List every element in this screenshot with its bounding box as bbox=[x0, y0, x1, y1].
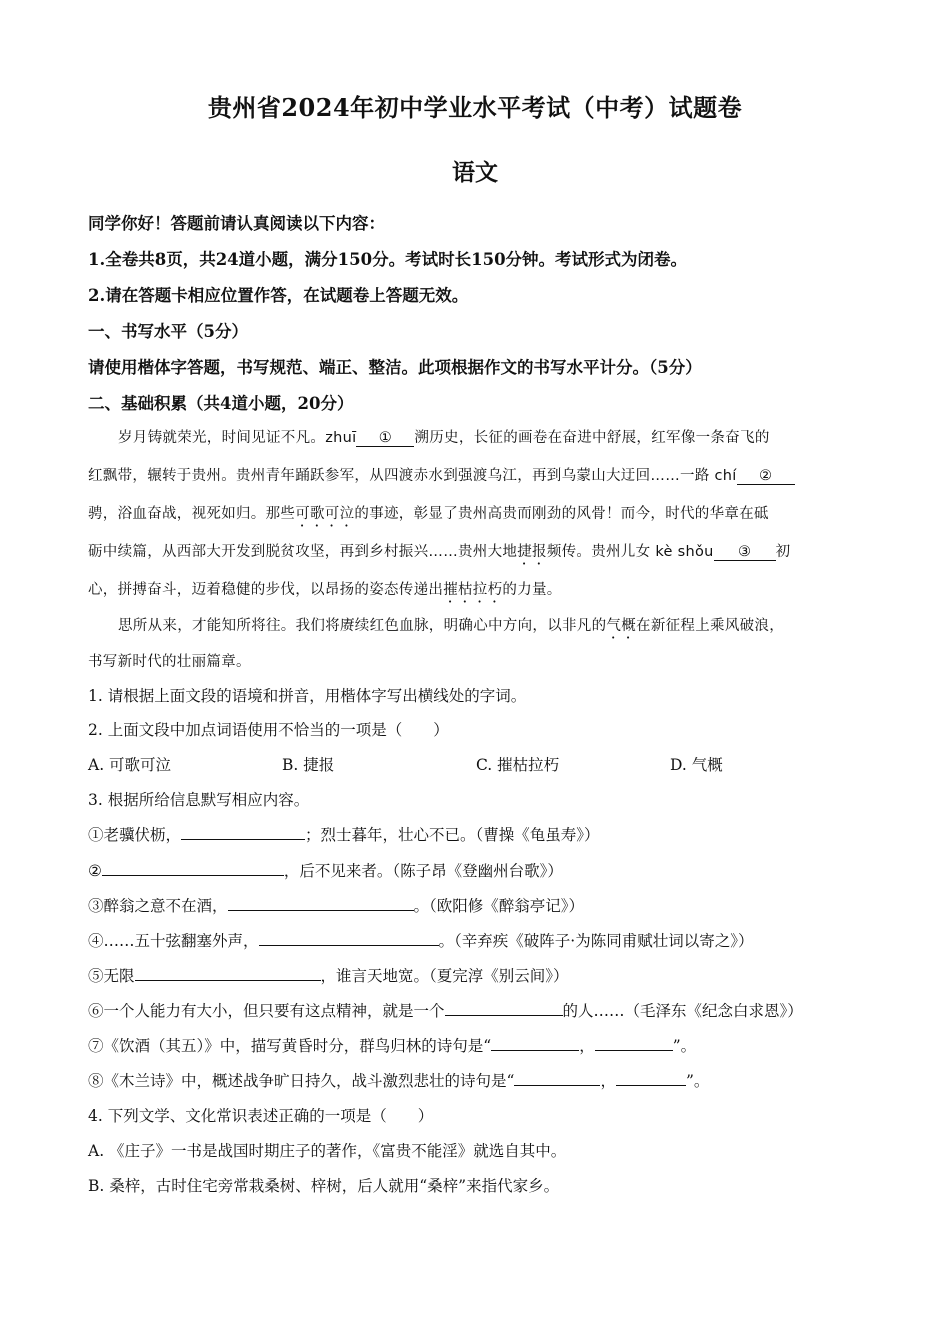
q4-option-a: A. 《庄子》一书是战国时期庄子的著作，《富贵不能淫》就选自其中。 bbox=[88, 1142, 567, 1160]
passage-line-4: 砺中续篇，从西部大开发到脱贫攻坚，再到乡村振兴……贵州大地捷报频传。贵州儿女 kè shǒu ③ 初 bbox=[88, 544, 791, 560]
question-3: 3. 根据所给信息默写相应内容。 bbox=[88, 791, 310, 809]
fill-blank bbox=[228, 910, 414, 911]
fill-blank bbox=[135, 980, 321, 981]
blank-1: ① bbox=[356, 430, 414, 447]
dotted-word-1: 可歌可泣 bbox=[295, 506, 355, 522]
q2-option-a: A. 可歌可泣 bbox=[88, 756, 172, 774]
section-1-text: 请使用楷体字答题，书写规范、端正、整洁。此项根据作文的书写水平计分。（5分） bbox=[88, 358, 702, 377]
q3-item-4: ④……五十弦翻塞外声， 。（辛弃疾《破阵子·为陈同甫赋壮词以寄之》） bbox=[88, 932, 754, 950]
q2-option-c: C. 摧枯拉朽 bbox=[476, 756, 560, 774]
section-1-heading: 一、书写水平（5分） bbox=[88, 322, 248, 341]
dotted-word-3: 摧枯拉朽 bbox=[443, 582, 503, 598]
notice-item-1: 1.全卷共8页，共24道小题，满分150分。考试时长150分钟。考试形式为闭卷。 bbox=[88, 250, 688, 269]
fill-blank bbox=[514, 1085, 600, 1086]
fill-blank bbox=[259, 945, 439, 946]
blank-2: ② bbox=[737, 468, 795, 485]
fill-blank bbox=[445, 1015, 563, 1016]
q3-item-8: ⑧《木兰诗》中，概述战争旷日持久，战斗激烈悲壮的诗句是“ ， ”。 bbox=[88, 1072, 710, 1090]
fill-blank bbox=[102, 875, 284, 876]
q3-item-6: ⑥一个人能力有大小，但只要有这点精神，就是一个 的人……（毛泽东《纪念白求恩》） bbox=[88, 1002, 803, 1020]
dotted-word-4: 气概 bbox=[606, 618, 637, 634]
fill-blank bbox=[181, 839, 305, 840]
passage-line-3: 骋，浴血奋战，视死如归。那些可歌可泣的事迹，彰显了贵州高贵而刚劲的风骨！而今，时代的华章在砥 bbox=[88, 506, 769, 522]
q3-item-2: ② ，后不见来者。（陈子昂《登幽州台歌》） bbox=[88, 862, 563, 880]
section-2-heading: 二、基础积累（共4道小题，20分） bbox=[88, 394, 354, 413]
passage-line-6: 思所从来，才能知所将往。我们将赓续红色血脉，明确心中方向，以非凡的气概在新征程上乘风破浪， bbox=[118, 618, 785, 634]
q3-item-7: ⑦《饮酒（其五）》中，描写黄昏时分，群鸟归林的诗句是“ ， ”。 bbox=[88, 1037, 697, 1055]
q3-item-3: ③醉翁之意不在酒， 。（欧阳修《醉翁亭记》） bbox=[88, 897, 585, 915]
passage-line-2: 红飘带，辗转于贵州。贵州青年踊跃参军，从四渡赤水到强渡乌江，再到乌蒙山大迂回……一路 chí ② bbox=[88, 464, 795, 485]
fill-blank bbox=[491, 1050, 579, 1051]
q2-option-d: D. 气概 bbox=[670, 756, 723, 774]
q2-option-b: B. 捷报 bbox=[282, 756, 335, 774]
passage-line-1: 岁月铸就荣光，时间见证不凡。zhuī ① 溯历史，长征的画卷在奋进中舒展，红军像一条奋飞的 bbox=[118, 430, 770, 446]
question-2: 2. 上面文段中加点词语使用不恰当的一项是（ ） bbox=[88, 721, 449, 739]
notice-greeting: 同学你好！答题前请认真阅读以下内容： bbox=[88, 214, 385, 233]
subject-title: 语文 bbox=[452, 159, 498, 186]
notice-item-2: 2.请在答题卡相应位置作答，在试题卷上答题无效。 bbox=[88, 286, 469, 305]
q4-option-b: B. 桑梓，古时住宅旁常栽桑树、梓树，后人就用“桑梓”来指代家乡。 bbox=[88, 1177, 560, 1195]
passage-line-7: 书写新时代的壮丽篇章。 bbox=[88, 654, 251, 670]
q3-item-1: ①老骥伏枥， ；烈士暮年，壮心不已。（曹操《龟虽寿》） bbox=[88, 826, 600, 844]
dotted-word-2: 捷报 bbox=[517, 544, 547, 560]
question-1: 1. 请根据上面文段的语境和拼音，用楷体字写出横线处的字词。 bbox=[88, 687, 527, 705]
q3-item-5: ⑤无限 ，谁言天地宽。（夏完淳《别云间》） bbox=[88, 967, 569, 985]
fill-blank bbox=[616, 1085, 686, 1086]
passage-line-5: 心，拼搏奋斗，迈着稳健的步伐，以昂扬的姿态传递出摧枯拉朽的力量。 bbox=[88, 582, 562, 598]
exam-title: 贵州省2024年初中学业水平考试（中考）试题卷 bbox=[207, 93, 743, 122]
fill-blank bbox=[595, 1050, 673, 1051]
question-4: 4. 下列文学、文化常识表述正确的一项是（ ） bbox=[88, 1107, 434, 1125]
blank-3: ③ bbox=[714, 544, 776, 561]
